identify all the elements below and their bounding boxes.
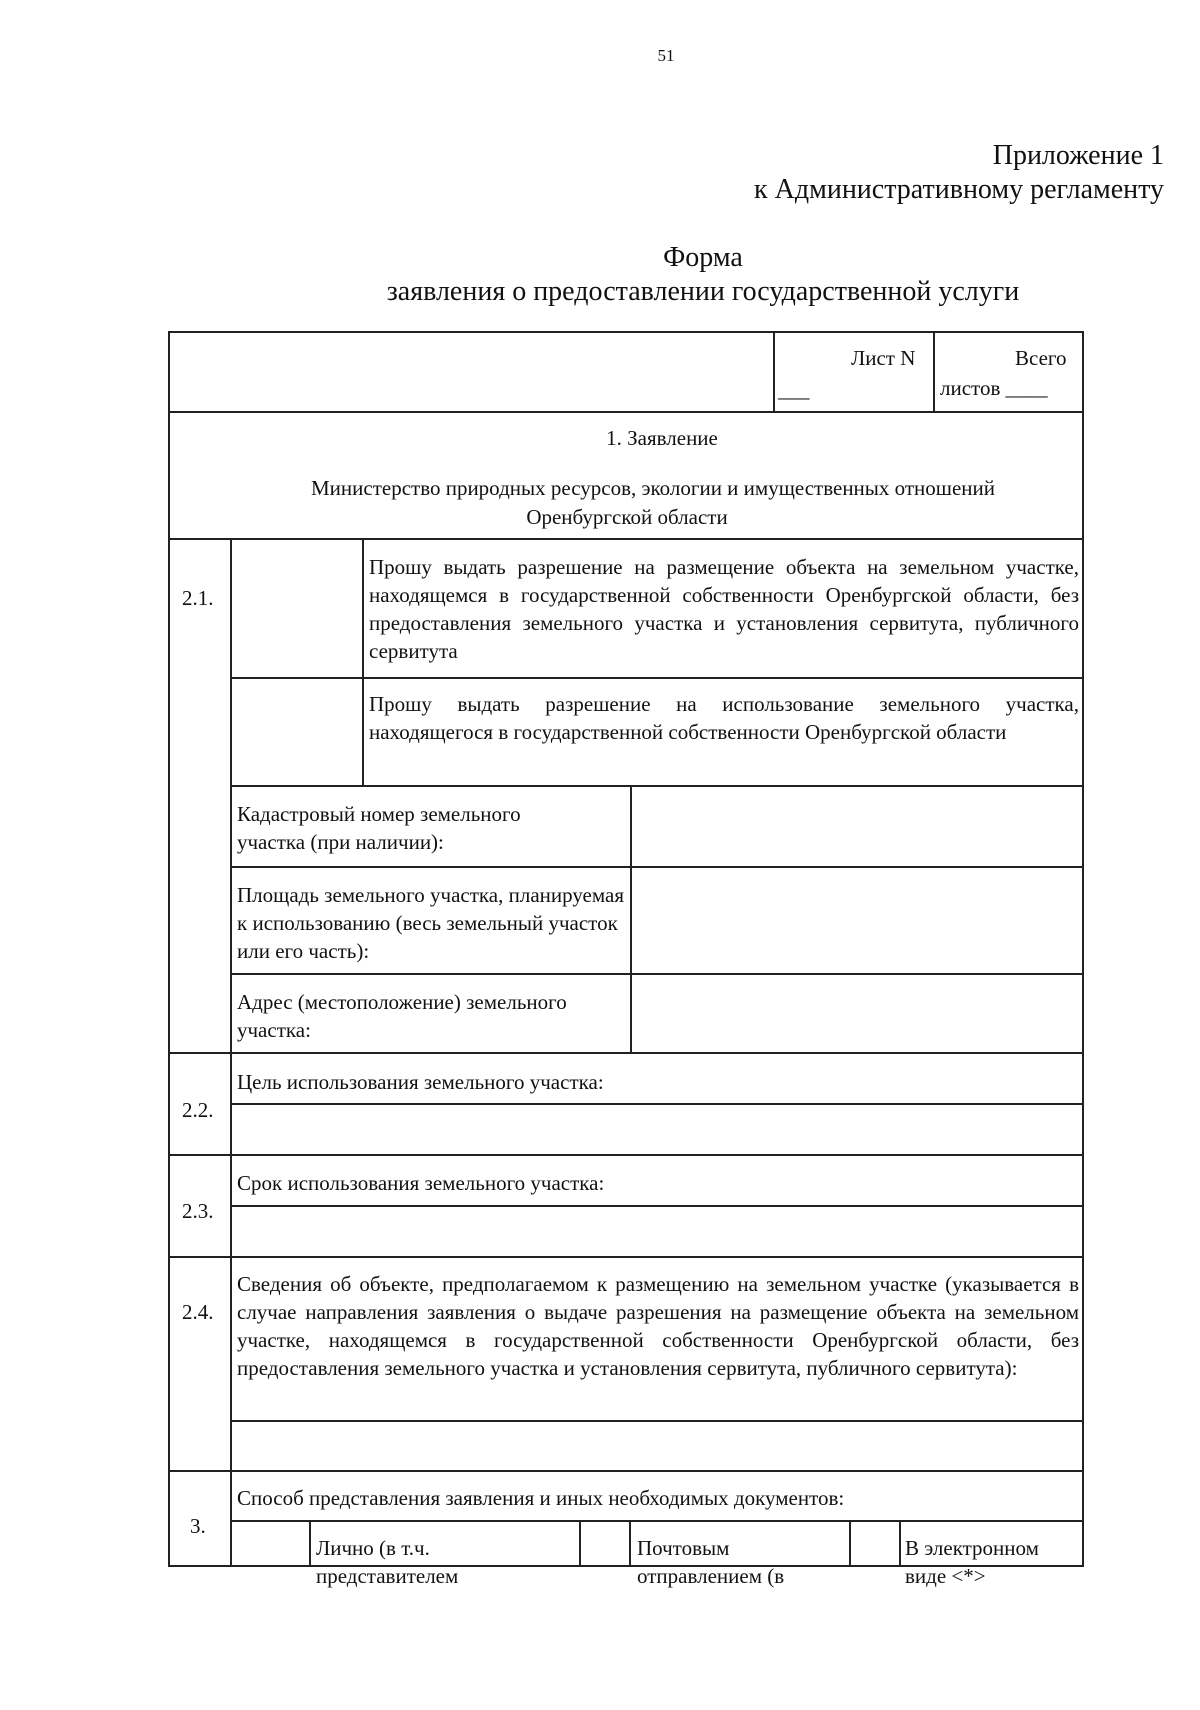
cadastral-field[interactable] bbox=[633, 788, 1081, 865]
divider bbox=[230, 1103, 1084, 1105]
mail-checkbox[interactable] bbox=[582, 1523, 628, 1565]
divider bbox=[230, 1420, 1084, 1422]
ministry-region: Оренбургской области bbox=[526, 505, 728, 529]
table-border-top bbox=[168, 331, 1084, 333]
row-number: 2.4. bbox=[182, 1300, 214, 1324]
divider bbox=[773, 331, 775, 413]
object-info-field[interactable] bbox=[233, 1423, 1081, 1469]
row-number: 2.2. bbox=[182, 1098, 214, 1122]
divider bbox=[309, 1520, 311, 1567]
appendix-subtitle: к Административному регламенту bbox=[754, 174, 1164, 205]
total-sheets-value: листов ____ bbox=[940, 376, 1048, 400]
divider bbox=[230, 785, 1084, 787]
divider bbox=[168, 1470, 1084, 1472]
object-info-label: Сведения об объекте, предполагаемом к размещению на земельном участке (указывается в случае направления заявления о выдаче разрешения на размещение объекта на земельном участке, находящемся в государственной собственности Оренбургской области, без предоставления земельного участка и установления сервитута, публичного сервитута): bbox=[237, 1272, 1079, 1380]
divider bbox=[168, 1052, 1084, 1054]
divider bbox=[168, 538, 1084, 540]
divider bbox=[933, 331, 935, 413]
address-label: Адрес (местоположение) земельного участка: bbox=[237, 990, 567, 1042]
row-number: 2.3. bbox=[182, 1199, 214, 1223]
cadastral-label: Кадастровый номер земельного участка (при наличии): bbox=[237, 802, 521, 854]
option-a-text: Прошу выдать разрешение на размещение объекта на земельном участке, находящемся в государственной собственности Оренбургской области, без предоставления земельного участка и установления сервитута, публичного сервитута bbox=[369, 555, 1079, 663]
divider bbox=[168, 411, 1084, 413]
mail-option-label: Почтовым отправлением (в bbox=[637, 1536, 785, 1588]
divider bbox=[899, 1520, 901, 1567]
personal-checkbox[interactable] bbox=[233, 1523, 308, 1565]
divider bbox=[579, 1520, 581, 1567]
purpose-label: Цель использования земельного участка: bbox=[237, 1070, 604, 1094]
divider bbox=[168, 1154, 1084, 1156]
total-sheets-label: Всего bbox=[1015, 346, 1067, 370]
divider bbox=[230, 1205, 1084, 1207]
electronic-option-label: В электронном виде <*> bbox=[905, 1536, 1039, 1588]
form-title: Форма bbox=[663, 242, 743, 273]
divider bbox=[168, 1256, 1084, 1258]
divider bbox=[230, 1520, 1084, 1522]
electronic-checkbox[interactable] bbox=[852, 1523, 898, 1565]
row-number: 2.1. bbox=[182, 586, 214, 610]
personal-option-label: Лично (в т.ч. представителем bbox=[316, 1536, 459, 1588]
sheet-number-label: Лист N bbox=[851, 346, 916, 370]
option-b-text: Прошу выдать разрешение на использование земельного участка, находящегося в государственной собственности Оренбургской области bbox=[369, 692, 1079, 744]
row-number: 3. bbox=[190, 1514, 206, 1538]
page-number: 51 bbox=[657, 46, 675, 65]
term-field[interactable] bbox=[233, 1208, 1081, 1255]
divider bbox=[629, 1520, 631, 1567]
form-subtitle: заявления о предоставлении государственной услуги bbox=[386, 276, 1020, 307]
section-heading: 1. Заявление bbox=[606, 426, 718, 450]
divider bbox=[362, 538, 364, 787]
divider bbox=[230, 677, 1084, 679]
submission-method-label: Способ представления заявления и иных необходимых документов: bbox=[237, 1486, 845, 1510]
divider bbox=[849, 1520, 851, 1567]
purpose-field[interactable] bbox=[233, 1106, 1081, 1153]
sheet-number-blank: ___ bbox=[778, 378, 810, 402]
address-field[interactable] bbox=[633, 976, 1081, 1052]
option-a-checkbox[interactable] bbox=[233, 541, 361, 676]
term-label: Срок использования земельного участка: bbox=[237, 1171, 605, 1195]
divider bbox=[630, 785, 632, 1054]
option-b-checkbox[interactable] bbox=[233, 680, 361, 784]
area-field[interactable] bbox=[633, 869, 1081, 972]
ministry-name: Министерство природных ресурсов, экологии и имущественных отношений bbox=[310, 476, 996, 500]
appendix-title: Приложение 1 bbox=[992, 140, 1164, 171]
divider bbox=[230, 866, 1084, 868]
area-label: Площадь земельного участка, планируемая к использованию (весь земельный участок или его часть): bbox=[237, 883, 625, 963]
divider bbox=[230, 973, 1084, 975]
